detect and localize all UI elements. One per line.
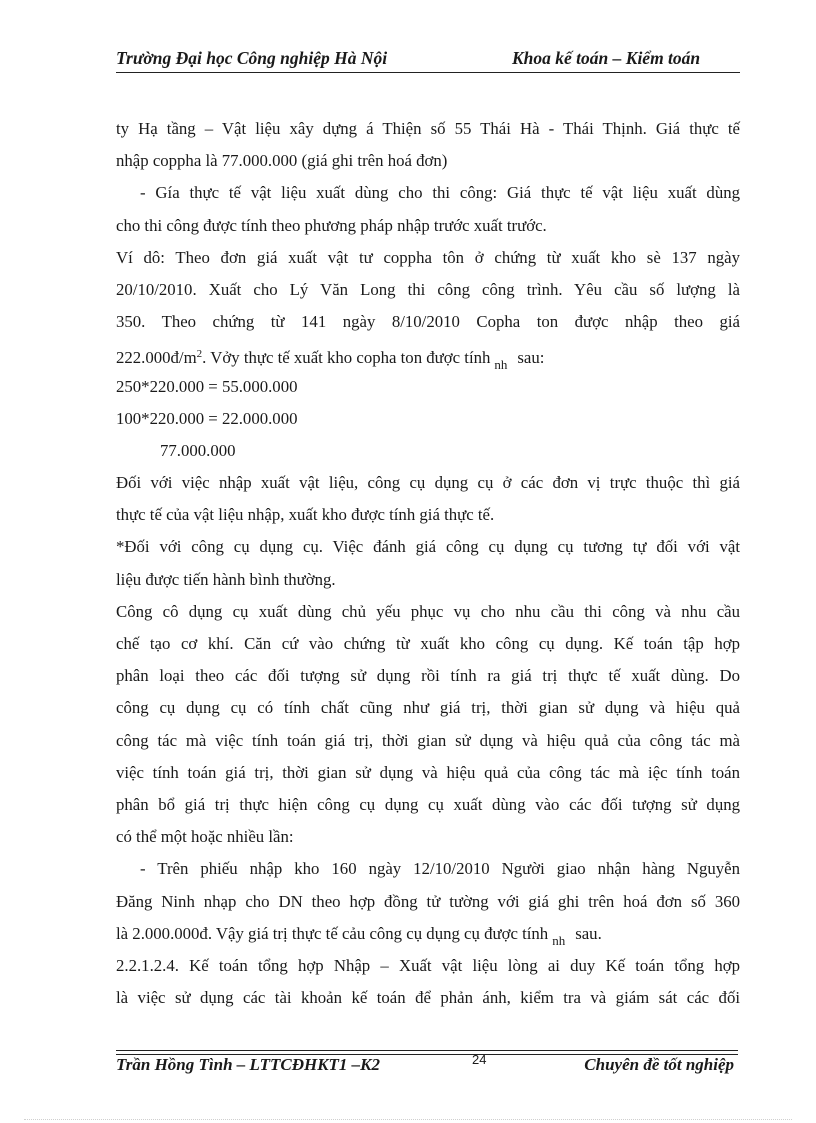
sentence-end: sau:	[517, 348, 545, 368]
body-line: việc tính toán giá trị, thời gian sử dụng và hiệu quả của công tác mà iệc tính toán	[116, 762, 740, 782]
subscript-fragment: nh	[552, 932, 566, 948]
body-line: Đăng Ninh nhạp cho DN theo hợp đồng tử tường với giá ghi trên hoá đơn số 360	[116, 891, 740, 911]
footer-title: Chuyên đề tốt nghiệp	[584, 1055, 734, 1074]
price-text: 222.000đ/m	[116, 348, 197, 368]
body-line: công tác mà việc tính toán giá trị, thời gian sử dụng và hiệu quả của công tác mà	[116, 730, 740, 750]
body-line: Đối với việc nhập xuất vật liệu, công cụ dụng cụ ở các đơn vị trực thuộc thì giá	[116, 473, 740, 493]
footer-author: Trần Hồng Tình – LTTCĐHKT1 –K2	[116, 1055, 381, 1074]
body-line: - Gía thực tế vật liệu xuất dùng cho thi công: Giá thực tế vật liệu xuất dùng	[140, 183, 740, 203]
page-number: 24	[472, 1052, 487, 1067]
page-edge-divider	[24, 1119, 792, 1120]
body-line	[116, 918, 740, 950]
body-line: - Trên phiếu nhập kho 160 ngày 12/10/2010 Người giao nhận hàng Nguyễn	[140, 859, 740, 879]
body-line: phân bổ giá trị thực hiện công cụ dụng cụ xuất dùng vào các đối tượng sử dụng	[116, 794, 740, 814]
body-line	[116, 338, 740, 373]
calc-total: 77.000.000	[160, 440, 236, 460]
body-line: công cụ dụng cụ có tính chất cũng như giá trị, thời gian sử dụng và hiệu quả	[116, 698, 740, 718]
calc-line: 250*220.000 = 55.000.000	[116, 376, 298, 396]
header-rule	[116, 72, 740, 73]
footer-rule-top	[116, 1050, 738, 1051]
body-line: có thể một hoặc nhiều lần:	[116, 827, 294, 847]
body-line: *Đối với công cụ dụng cụ. Việc đánh giá công cụ dụng cụ tương tự đối với vật	[116, 537, 740, 557]
body-line: chế tạo cơ khí. Căn cứ vào chứng từ xuất kho công cụ dụng. Kế toán tập hợp	[116, 634, 740, 653]
calc-line: 100*220.000 = 22.000.000	[116, 408, 298, 428]
header-school-name: Trường Đại học Công nghiệp Hà Nội	[116, 48, 388, 68]
body-line: Ví dô: Theo đơn giá xuất vật tư coppha tôn ở chứng từ xuất kho sè 137 ngày	[116, 247, 740, 267]
subscript-fragment: nh	[494, 357, 508, 373]
body-line: 20/10/2010. Xuất cho Lý Văn Long thi công công trình. Yêu cầu số lượng là	[116, 279, 740, 299]
sentence-text: . Vởy thực tế xuất kho copha ton được tính	[202, 348, 491, 368]
document-body	[116, 113, 740, 1014]
page-header	[116, 48, 740, 70]
body-line: liệu được tiến hành bình thường.	[116, 569, 336, 589]
body-line: ty Hạ tầng – Vật liệu xây dựng á Thiện số 55 Thái Hà - Thái Thịnh. Giá thực tế	[116, 119, 740, 138]
body-line: cho thi công được tính theo phương pháp nhập trước xuất trước.	[116, 215, 547, 235]
superscript: 2	[196, 348, 203, 361]
section-heading-line: 2.2.1.2.4. Kế toán tổng hợp Nhập – Xuất vật liệu lòng ai duy Kế toán tổng hợp	[116, 955, 740, 975]
body-line: nhập coppha là 77.000.000 (giá ghi trên hoá đơn)	[116, 151, 448, 171]
body-line: 350. Theo chứng từ 141 ngày 8/10/2010 Copha ton được nhập theo giá	[116, 312, 740, 332]
body-line: thực tế của vật liệu nhập, xuất kho được tính giá thực tế.	[116, 505, 495, 525]
header-faculty-name: Khoa kế toán – Kiểm toán	[512, 48, 701, 68]
body-line: là việc sử dụng các tài khoản kế toán để phản ánh, kiểm tra và giám sát các đối	[116, 988, 740, 1008]
body-line: phân loại theo các đối tượng sử dụng rồi tính ra giá trị thực tế xuất dùng. Do	[116, 666, 740, 686]
sentence-text: là 2.000.000đ. Vậy giá trị thực tế cảu công cụ dụng cụ được tính	[116, 923, 549, 943]
page-footer	[116, 1052, 738, 1077]
body-line: Công cô dụng cụ xuất dùng chủ yếu phục vụ cho nhu cầu thi công và nhu cầu	[116, 601, 740, 621]
sentence-end: sau.	[575, 923, 602, 943]
